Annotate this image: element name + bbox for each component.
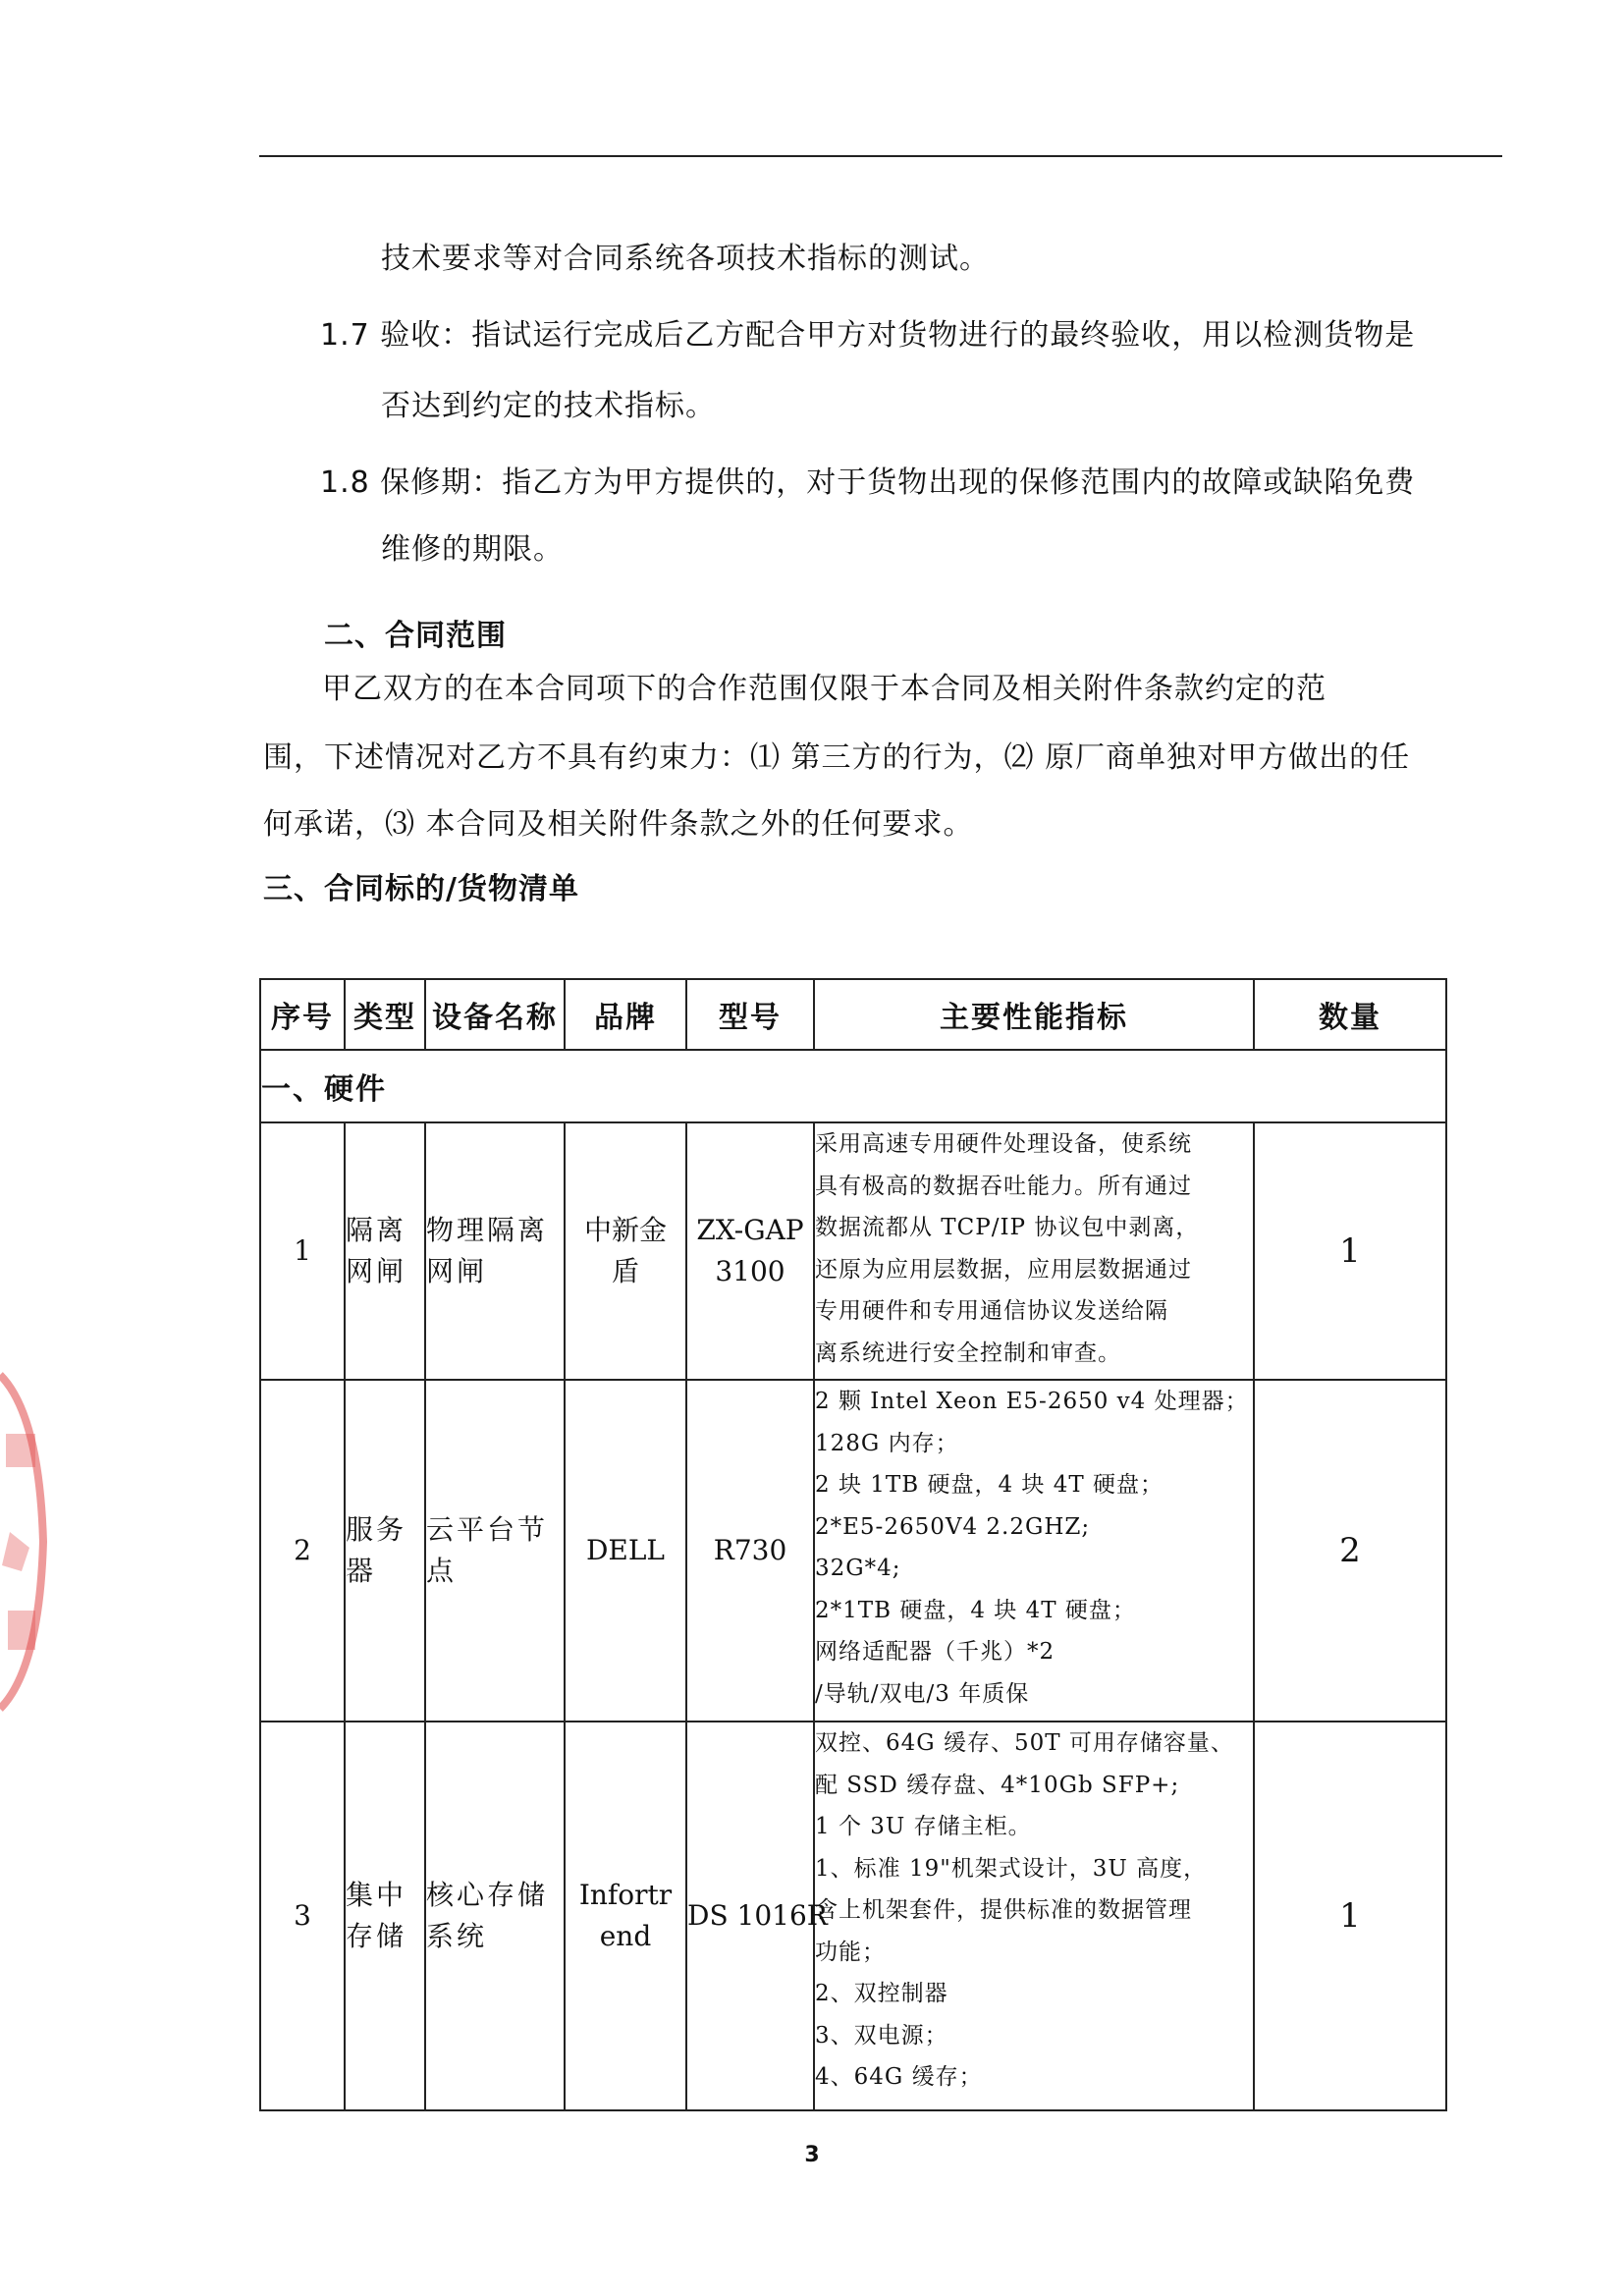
spec-line: 4、64G 缓存； [815,2064,983,2090]
row-device-name-line: 云平台节 [426,1513,549,1546]
row-brand-line: 盾 [611,1255,639,1287]
spec-line: 3、双电源； [815,2022,948,2049]
row-model-line: 3100 [715,1255,785,1287]
row-device-name [425,1380,565,1722]
row-quantity: 2 [1254,1380,1446,1722]
table-section-row [260,1050,1446,1122]
clause-1-8-line-2: 维修的期限。 [381,532,564,567]
row-model-line: R730 [713,1534,787,1566]
row-device-name-line: 系统 [426,1920,488,1952]
goods-list-table [259,978,1447,2111]
header-model: 型号 [686,979,814,1050]
header-type: 类型 [345,979,425,1050]
section-hardware-label: 一、硬件 [260,1050,1446,1122]
spec-line: 网络适配器（千兆）*2 [815,1639,1056,1665]
row-type-line: 服务 [346,1513,407,1546]
row-type-line: 隔离 [346,1214,407,1246]
row-brand [565,1722,686,2110]
clause-1-7-line-2: 否达到约定的技术指标。 [381,389,716,423]
row-type [345,1122,425,1380]
row-brand-line: Infortr [578,1879,673,1911]
row-device-name [425,1722,565,2110]
clause-1-7-line-1: 1.7 验收：指试运行完成后乙方配合甲方对货物进行的最终验收，用以检测货物是 [320,318,1416,353]
row-type [345,1380,425,1722]
row-device-name-line: 核心存储 [426,1879,549,1911]
spec-line: 1、标准 19"机架式设计，3U 高度， [815,1855,1208,1882]
spec-line: 2、双控制器 [815,1981,948,2006]
section-2-line-3: 何承诺，⑶ 本合同及相关附件条款之外的任何要求。 [263,807,974,842]
clause-1-6-continuation: 技术要求等对合同系统各项技术指标的测试。 [381,242,990,276]
row-no: 3 [260,1722,345,2110]
page-number: 3 [804,2143,820,2167]
spec-line: 离系统进行安全控制和审查。 [815,1339,1121,1366]
spec-line: 2 块 1TB 硬盘，4 块 4T 硬盘； [815,1472,1164,1498]
spec-line: 含上机架套件，提供标准的数据管理 [815,1897,1192,1923]
row-type-line: 网闸 [346,1255,407,1287]
row-brand-line: DELL [585,1534,666,1566]
header-rule [259,155,1502,157]
section-2-heading: 二、合同范围 [324,619,507,653]
row-type-line: 器 [346,1555,377,1587]
row-device-name-line: 物理隔离 [426,1214,549,1246]
header-quantity: 数量 [1254,979,1446,1050]
spec-line: 1 个 3U 存储主柜。 [815,1814,1032,1839]
spec-line: 32G*4; [815,1556,901,1581]
row-brand [565,1122,686,1380]
row-main-specs [814,1122,1254,1380]
row-quantity: 1 [1254,1722,1446,2110]
row-model [686,1122,814,1380]
spec-line: 128G 内存； [815,1430,959,1456]
section-3-heading: 三、合同标的/货物清单 [263,872,579,906]
table-row [260,1380,1446,1722]
spec-line: 还原为应用层数据，应用层数据通过 [815,1256,1192,1283]
table-header-row [260,979,1446,1050]
red-seal-stamp-fragment [0,1355,59,1728]
spec-line: 数据流都从 TCP/IP 协议包中剥离， [815,1215,1200,1240]
header-no: 序号 [260,979,345,1050]
row-type-line: 存储 [346,1920,407,1952]
spec-line: 配 SSD 缓存盘、4*10Gb SFP+; [815,1772,1180,1798]
table-row [260,1122,1446,1380]
row-device-name [425,1122,565,1380]
row-quantity: 1 [1254,1122,1446,1380]
row-model-line: DS 1016R [687,1899,828,1932]
row-model-line: ZX-GAP [696,1214,804,1246]
spec-line: 2*1TB 硬盘，4 块 4T 硬盘； [815,1597,1136,1623]
spec-line: 功能； [815,1939,886,1965]
spec-line: 2*E5-2650V4 2.2GHZ; [815,1513,1091,1540]
row-brand-line: 中新金 [583,1214,667,1246]
table-row [260,1722,1446,2110]
header-brand: 品牌 [565,979,686,1050]
spec-line: /导轨/双电/3 年质保 [815,1680,1030,1707]
spec-line: 具有极高的数据吞吐能力。所有通过 [815,1173,1192,1199]
row-brand [565,1380,686,1722]
row-brand-line: end [599,1920,652,1952]
row-no: 2 [260,1380,345,1722]
spec-line: 2 颗 Intel Xeon E5-2650 v4 处理器； [815,1389,1249,1414]
header-main-specs: 主要性能指标 [814,979,1254,1050]
section-2-line-1: 甲乙双方的在本合同项下的合作范围仅限于本合同及相关附件条款约定的范 [322,672,1326,706]
row-model [686,1722,828,2110]
header-device-name: 设备名称 [425,979,565,1050]
row-device-name-line: 点 [426,1555,458,1587]
row-model [686,1380,814,1722]
row-no: 1 [260,1122,345,1380]
section-2-line-2: 围，下述情况对乙方不具有约束力：⑴ 第三方的行为，⑵ 原厂商单独对甲方做出的任 [263,740,1411,775]
row-main-specs [814,1722,1254,2110]
row-main-specs [814,1380,1254,1722]
row-type-line: 集中 [346,1879,407,1911]
spec-line: 采用高速专用硬件处理设备，使系统 [815,1131,1192,1157]
row-device-name-line: 网闸 [426,1255,488,1287]
spec-line: 专用硬件和专用通信协议发送给隔 [815,1298,1168,1324]
spec-line: 双控、64G 缓存、50T 可用存储容量、 [815,1730,1234,1756]
clause-1-8-line-1: 1.8 保修期：指乙方为甲方提供的，对于货物出现的保修范围内的故障或缺陷免费 [320,465,1416,500]
row-type [345,1722,425,2110]
